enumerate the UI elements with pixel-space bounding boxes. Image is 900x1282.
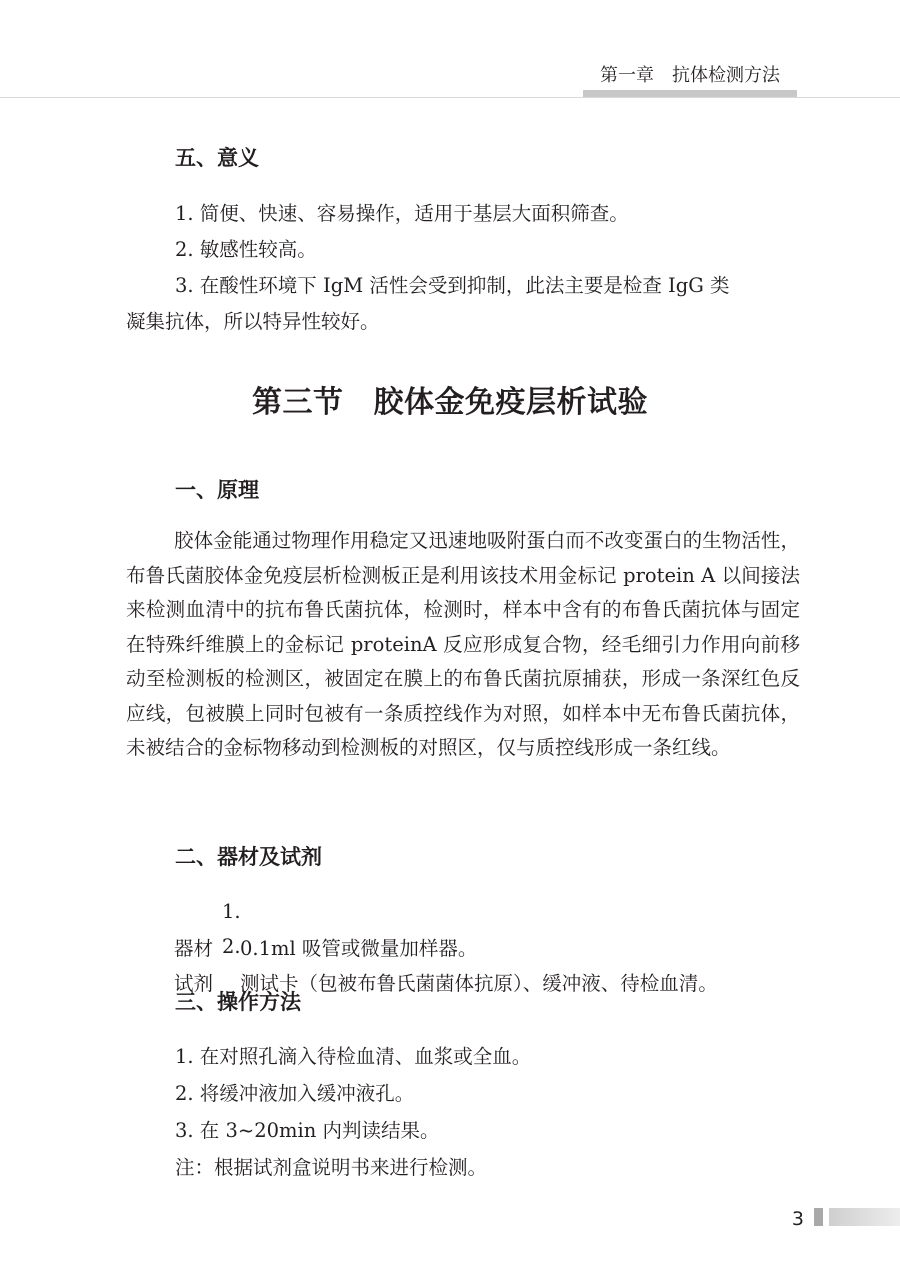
procedure-note: 注：根据试剂盒说明书来进行检测。 bbox=[175, 1156, 488, 1179]
footer-marker bbox=[814, 1208, 823, 1226]
materials-item-label: 2. 试剂 bbox=[174, 935, 241, 995]
significance-item: 3. 在酸性环境下 IgM 活性会受到抑制，此法主要是检查 IgG 类 bbox=[175, 274, 730, 297]
significance-heading: 五、意义 bbox=[175, 146, 259, 170]
running-header-bar bbox=[583, 90, 797, 97]
materials-heading: 二、器材及试剂 bbox=[175, 845, 322, 869]
materials-item-label: 1. 器材 bbox=[174, 900, 241, 960]
section-title bbox=[0, 383, 900, 423]
materials-item-text: 测试卡（包被布鲁氏菌菌体抗原）、缓冲液、待检血清。 bbox=[240, 972, 718, 995]
principle-heading: 一、原理 bbox=[175, 478, 259, 502]
procedure-item: 2. 将缓冲液加入缓冲液孔。 bbox=[175, 1082, 415, 1105]
significance-item: 1. 简便、快速、容易操作，适用于基层大面积筛查。 bbox=[175, 202, 629, 225]
running-header-rule bbox=[0, 97, 900, 98]
section-name: 胶体金免疫层析试验 bbox=[373, 385, 648, 420]
footer-bar bbox=[829, 1208, 900, 1226]
procedure-item: 3. 在 3~20min 内判读结果。 bbox=[175, 1119, 440, 1142]
significance-item-continuation: 凝集抗体，所以特异性较好。 bbox=[126, 310, 380, 333]
section-number: 第三节 bbox=[252, 385, 344, 420]
significance-item: 2. 敏感性较高。 bbox=[175, 238, 317, 261]
running-header-title: 第一章 抗体检测方法 bbox=[600, 65, 780, 86]
materials-item-text: 0.1ml 吸管或微量加样器。 bbox=[240, 937, 478, 960]
procedure-item: 1. 在对照孔滴入待检血清、血浆或全血。 bbox=[175, 1045, 532, 1068]
principle-paragraph: 胶体金能通过物理作用稳定又迅速地吸附蛋白而不改变蛋白的生物活性，布鲁氏菌胶体金免疫层析检测板正是利用该技术用金标记 protein A 以间接法来检测血清中的抗布鲁氏菌抗体，检测时，样本中含有的布鲁氏菌抗体与固定在特殊纤维膜上的金标记 proteinA 反应形成复合物，经毛细引力作用向前移动至检测板的检测区，被固定在膜上的布鲁氏菌抗原捕获，形成一条深红色反应线，包被膜上同时包被有一条质控线作为对照，如样本中无布鲁氏菌抗体，未被结合的金标物移动到检测板的对照区，仅与质控线形成一条红线。 bbox=[126, 529, 800, 759]
page-number: 3 bbox=[791, 1208, 804, 1230]
procedure-heading: 三、操作方法 bbox=[175, 990, 301, 1014]
